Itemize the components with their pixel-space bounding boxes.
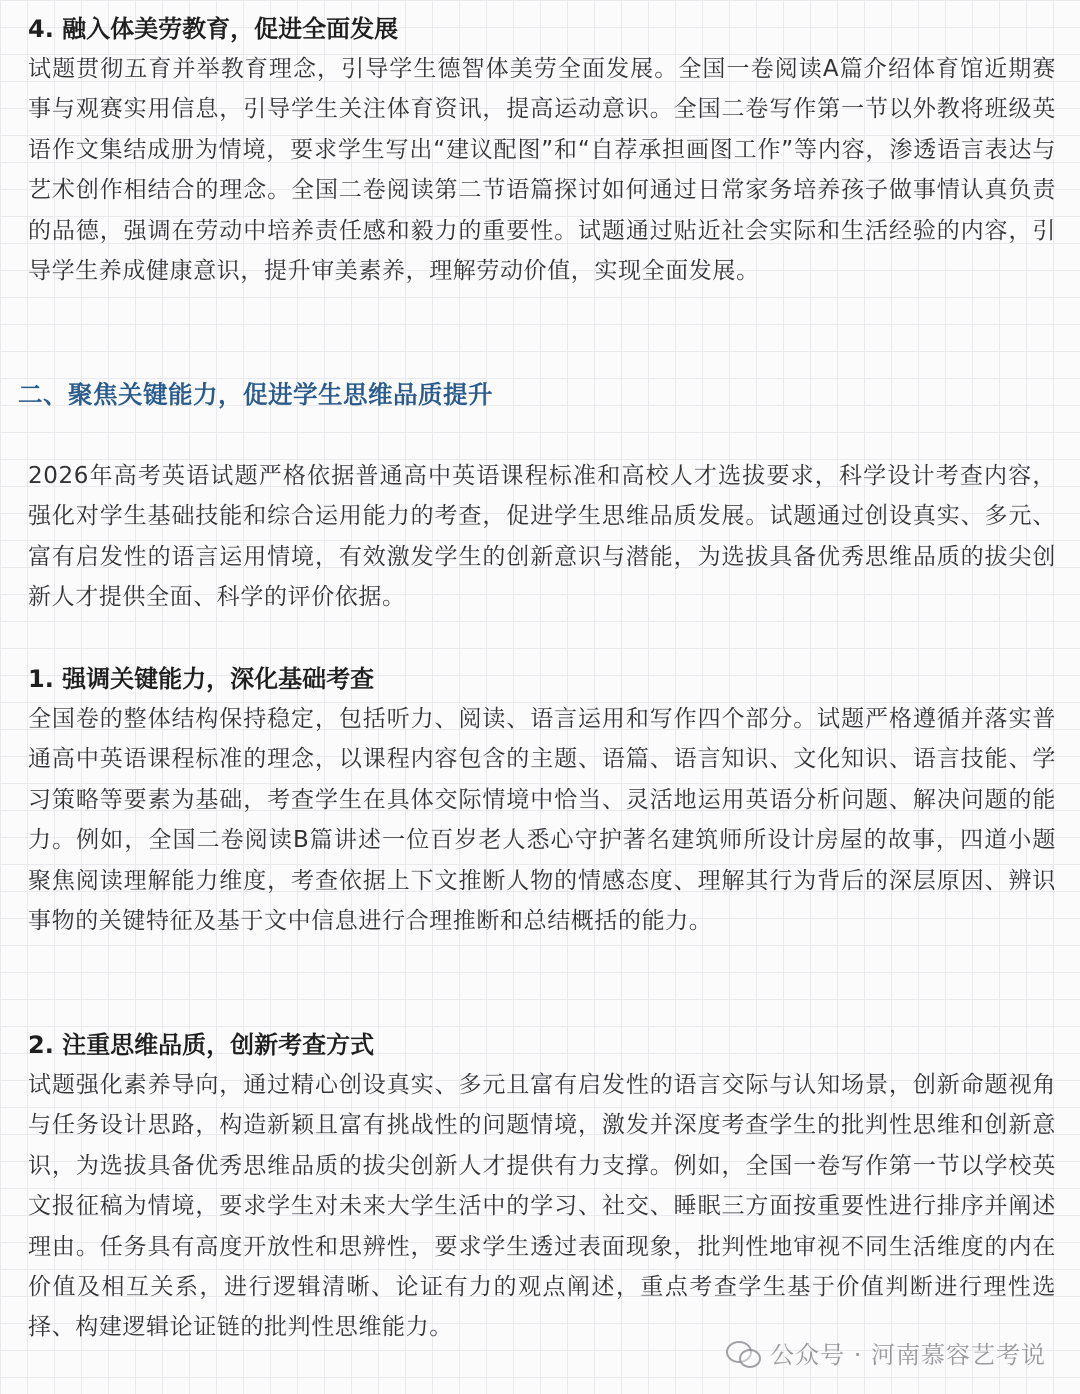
subsection-heading: 1. 强调关键能力，深化基础考查 [28, 665, 375, 693]
subsection-heading: 4. 融入体美劳教育，促进全面发展 [28, 15, 399, 43]
wechat-icon [726, 1339, 760, 1367]
paragraph: 2026年高考英语试题严格依据普通高中英语课程标准和高校人才选拔要求，科学设计考查内容，强化对学生基础技能和综合运用能力的考查，促进学生思维品质发展。试题通过创设真实、多元、富有启发性的语言运用情境，有效激发学生的创新意识与潜能，为选拔具备优秀思维品质的拔尖创新人才提供全面、科学的评价依据。 [28, 463, 1056, 611]
watermark [726, 1335, 1046, 1370]
subsection-1-key-abilities [0, 659, 1080, 941]
section-4-body-aesthetic-labor [0, 9, 1080, 291]
watermark-text: 公众号 · 河南慕容艺考说 [770, 1341, 1046, 1369]
section-2-intro [0, 456, 1080, 618]
paragraph: 试题强化素养导向，通过精心创设真实、多元且富有启发性的语言交际与认知场景，创新命题视角与任务设计思路，构造新颖且富有挑战性的问题情境，激发并深度考查学生的批判性思维和创新意识，为选拔具备优秀思维品质的拔尖创新人才提供有力支撑。例如，全国一卷写作第一节以学校英文报征稿为情境，要求学生对未来大学生活中的学习、社交、睡眠三方面按重要性进行排序并阐述理由。任务具有高度开放性和思辨性，要求学生透过表面现象，批判性地审视不同生活维度的内在价值及相互关系，进行逻辑清晰、论证有力的观点阐述，重点考查学生基于价值判断进行理性选择、构建逻辑论证链的批判性思维能力。 [28, 1072, 1056, 1341]
section-2-key-abilities [0, 375, 1080, 415]
subsection-2-thinking-quality [0, 1025, 1080, 1348]
paragraph: 全国卷的整体结构保持稳定，包括听力、阅读、语言运用和写作四个部分。试题严格遵循并落实普通高中英语课程标准的理念，以课程内容包含的主题、语篇、语言知识、文化知识、语言技能、学习策略等要素为基础，考查学生在具体交际情境中恰当、灵活地运用英语分析问题、解决问题的能力。例如，全国二卷阅读B篇讲述一位百岁老人悉心守护著名建筑师所设计房屋的故事，四道小题聚焦阅读理解能力维度，考查依据上下文推断人物的情感态度、理解其行为背后的深层原因、辨识事物的关键特征及基于文中信息进行合理推断和总结概括的能力。 [28, 706, 1056, 935]
section-title: 二、聚焦关键能力，促进学生思维品质提升 [18, 380, 493, 409]
subsection-heading: 2. 注重思维品质，创新考查方式 [28, 1031, 375, 1059]
paragraph: 试题贯彻五育并举教育理念，引导学生德智体美劳全面发展。全国一卷阅读A篇介绍体育馆近期赛事与观赛实用信息，引导学生关注体育资讯，提高运动意识。全国二卷写作第一节以外教将班级英语作文集结成册为情境，要求学生写出“建议配图”和“自荐承担画图工作”等内容，渗透语言表达与艺术创作相结合的理念。全国二卷阅读第二节语篇探讨如何通过日常家务培养孩子做事情认真负责的品德，强调在劳动中培养责任感和毅力的重要性。试题通过贴近社会实际和生活经验的内容，引导学生养成健康意识，提升审美素养，理解劳动价值，实现全面发展。 [28, 56, 1056, 285]
